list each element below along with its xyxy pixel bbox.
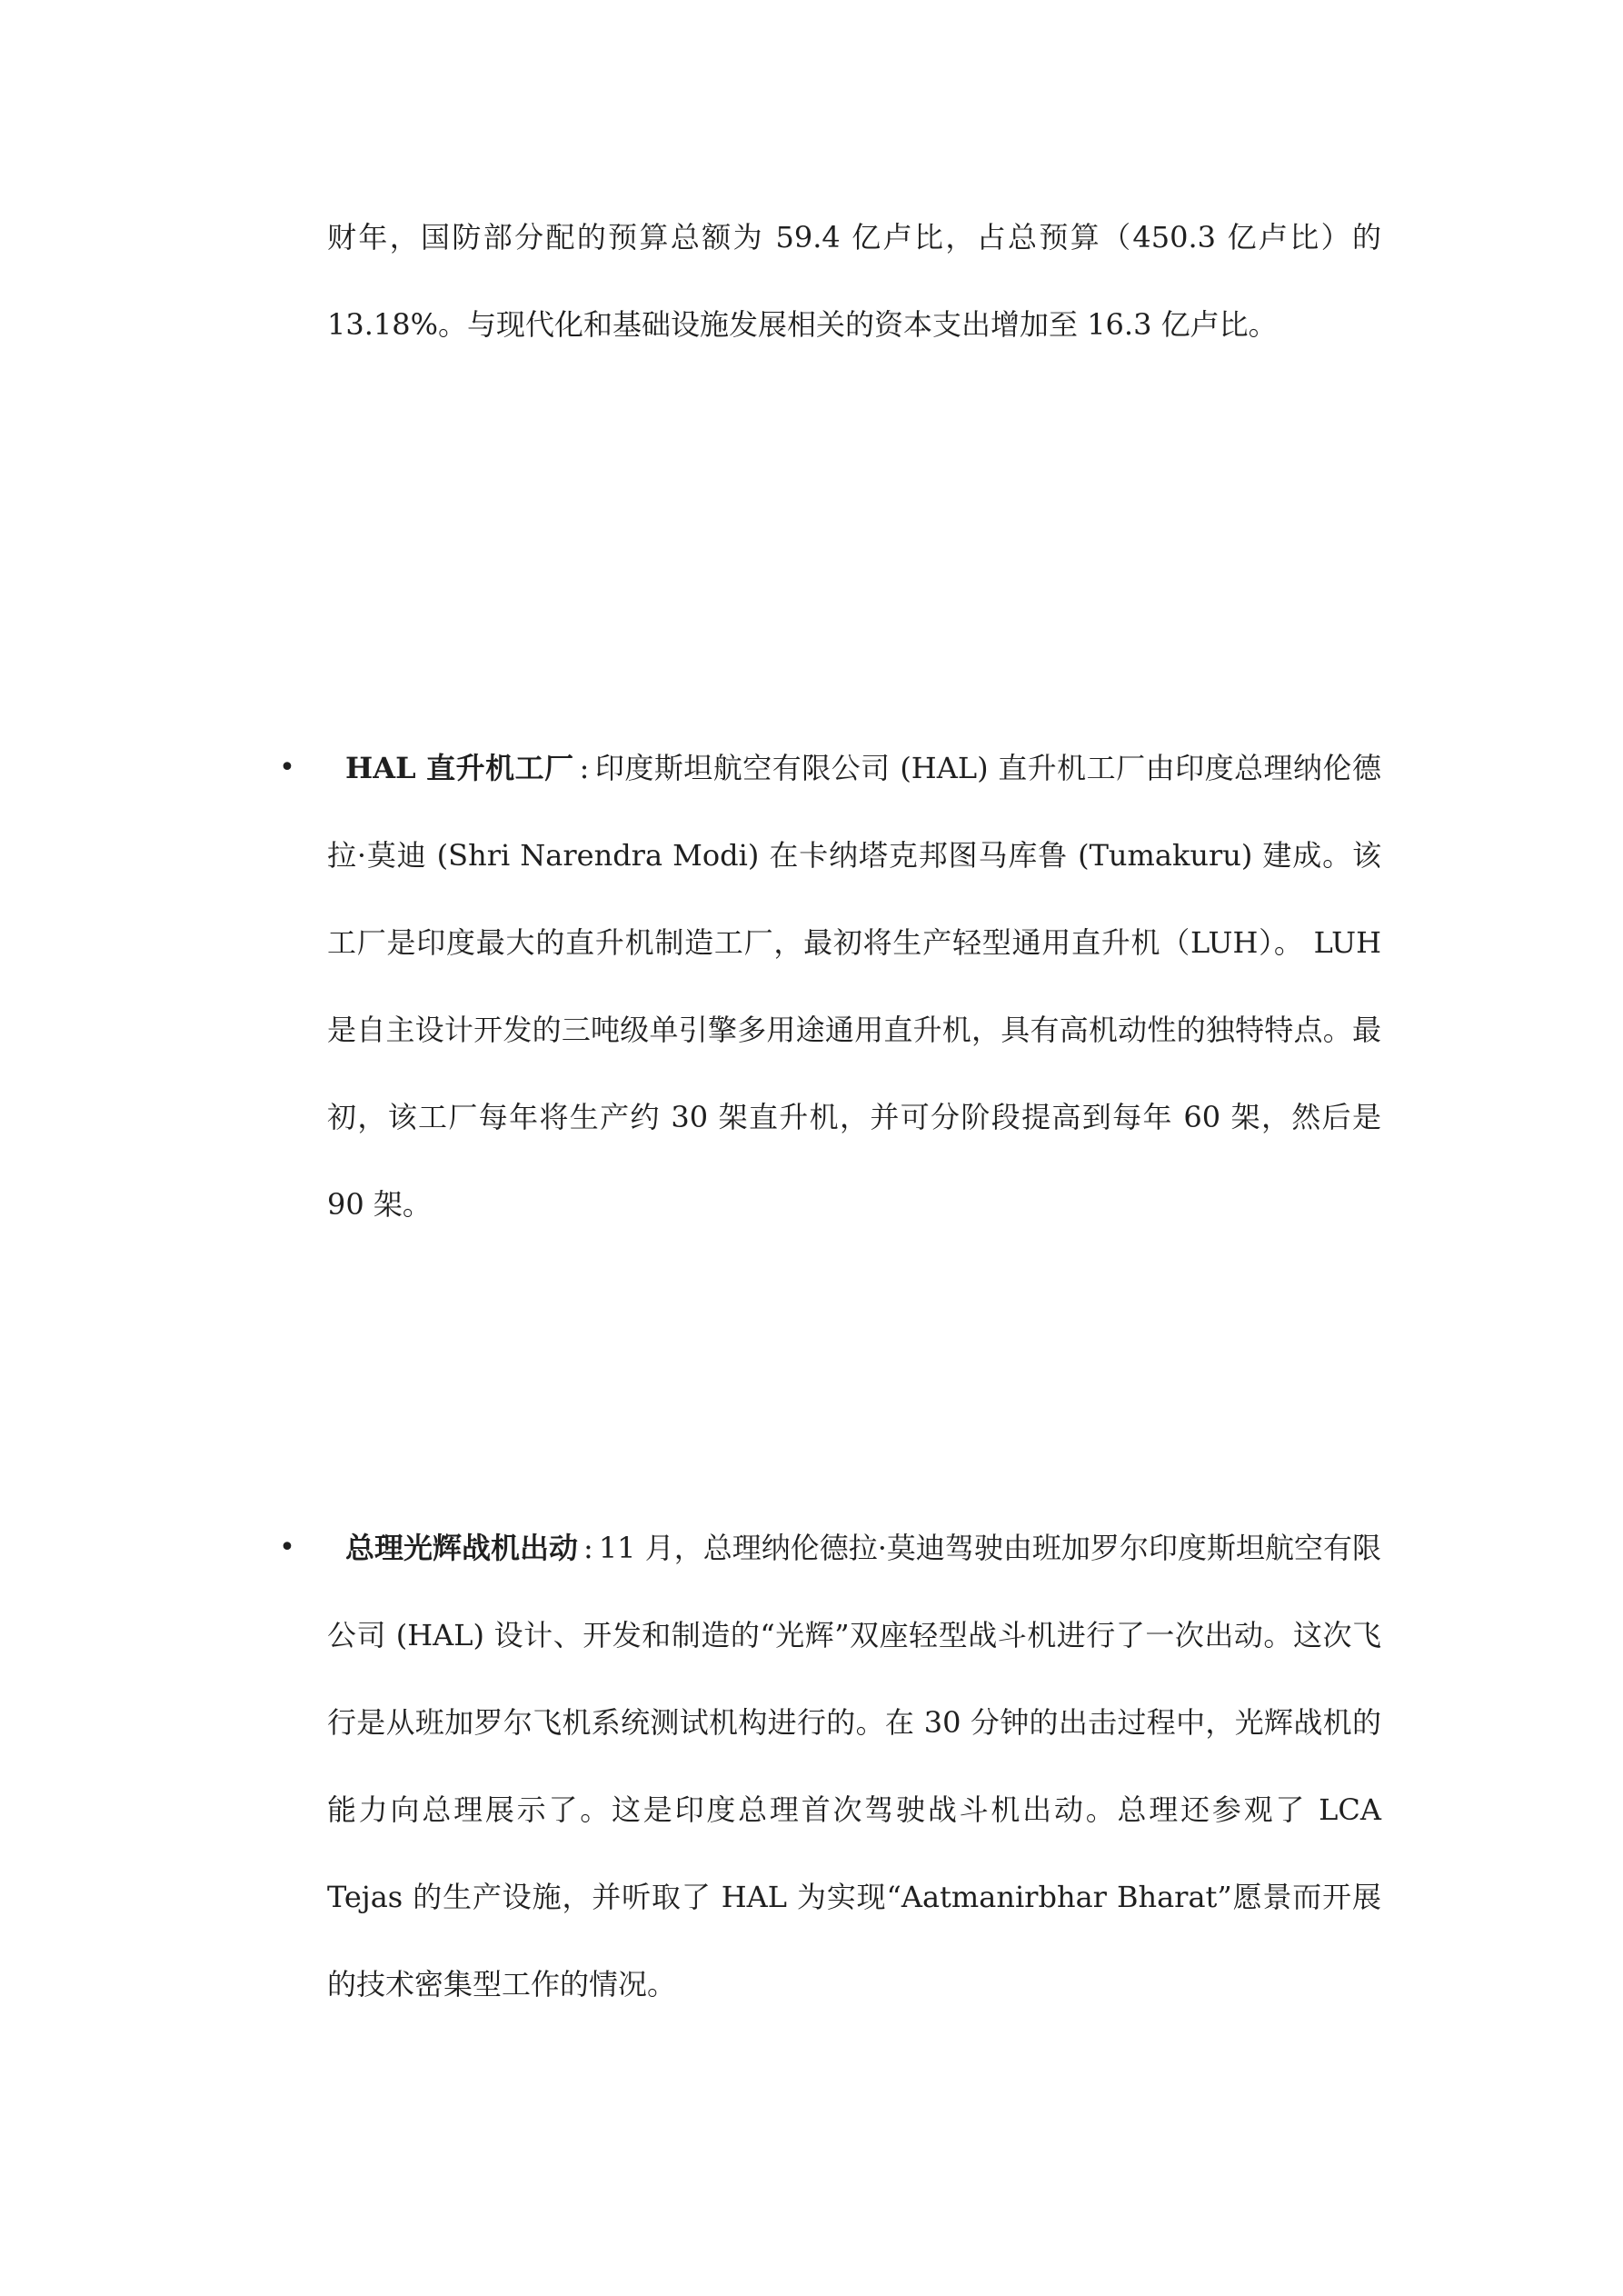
intro-paragraph (327, 194, 1381, 368)
bullet-icon: • (279, 1532, 295, 1563)
bullet-body: 11 月，总理纳伦德拉·莫迪驾驶由班加罗尔印度斯坦航空有限公司 (HAL) 设计、开发和制造的“光辉”双座轻型战斗机进行了一次出动。这次飞行是从班加罗尔飞机系统测试机构进行的。在 30 分钟的出击过程中，光辉战机的能力向总理展示了。这是印度总理首次驾驶战斗机出动。总理还参观了 LCA Tejas 的生产设施，并听取了 HAL 为实现“Aatmanirbhar Bharat”愿景而开展的技术密集型工作的情况。 (327, 1531, 1381, 2002)
bullet-separator: : (579, 751, 590, 785)
bullet-term: 总理光辉战机出动 (345, 1531, 579, 1565)
bullet-term: HAL 直升机工厂 (345, 751, 574, 785)
bullet-body: 印度斯坦航空有限公司 (HAL) 直升机工厂由印度总理纳伦德拉·莫迪 (Shri Narendra Modi) 在卡纳塔克邦图马库鲁 (Tumakuru) 建成。该工厂是印度最大的直升机制造工厂，最初将生产轻型通用直升机（LUH）。 LUH 是自主设计开发的三吨级单引擎多用途通用直升机，具有高机动性的独特特点。最初，该工厂每年将生产约 30 架直升机，并可分阶段提高到每年 60 架，然后是 90 架。 (327, 751, 1381, 1222)
bullet-separator: : (583, 1531, 593, 1565)
bullet-item-hal-helicopter-factory (279, 724, 1381, 1248)
bullet-item-tejas-sortie (279, 1504, 1381, 2028)
bullet-icon: • (279, 752, 295, 784)
intro-text: 财年，国防部分配的预算总额为 59.4 亿卢比，占总预算（450.3 亿卢比）的 13.18%。与现代化和基础设施发展相关的资本支出增加至 16.3 亿卢比。 (327, 220, 1381, 342)
